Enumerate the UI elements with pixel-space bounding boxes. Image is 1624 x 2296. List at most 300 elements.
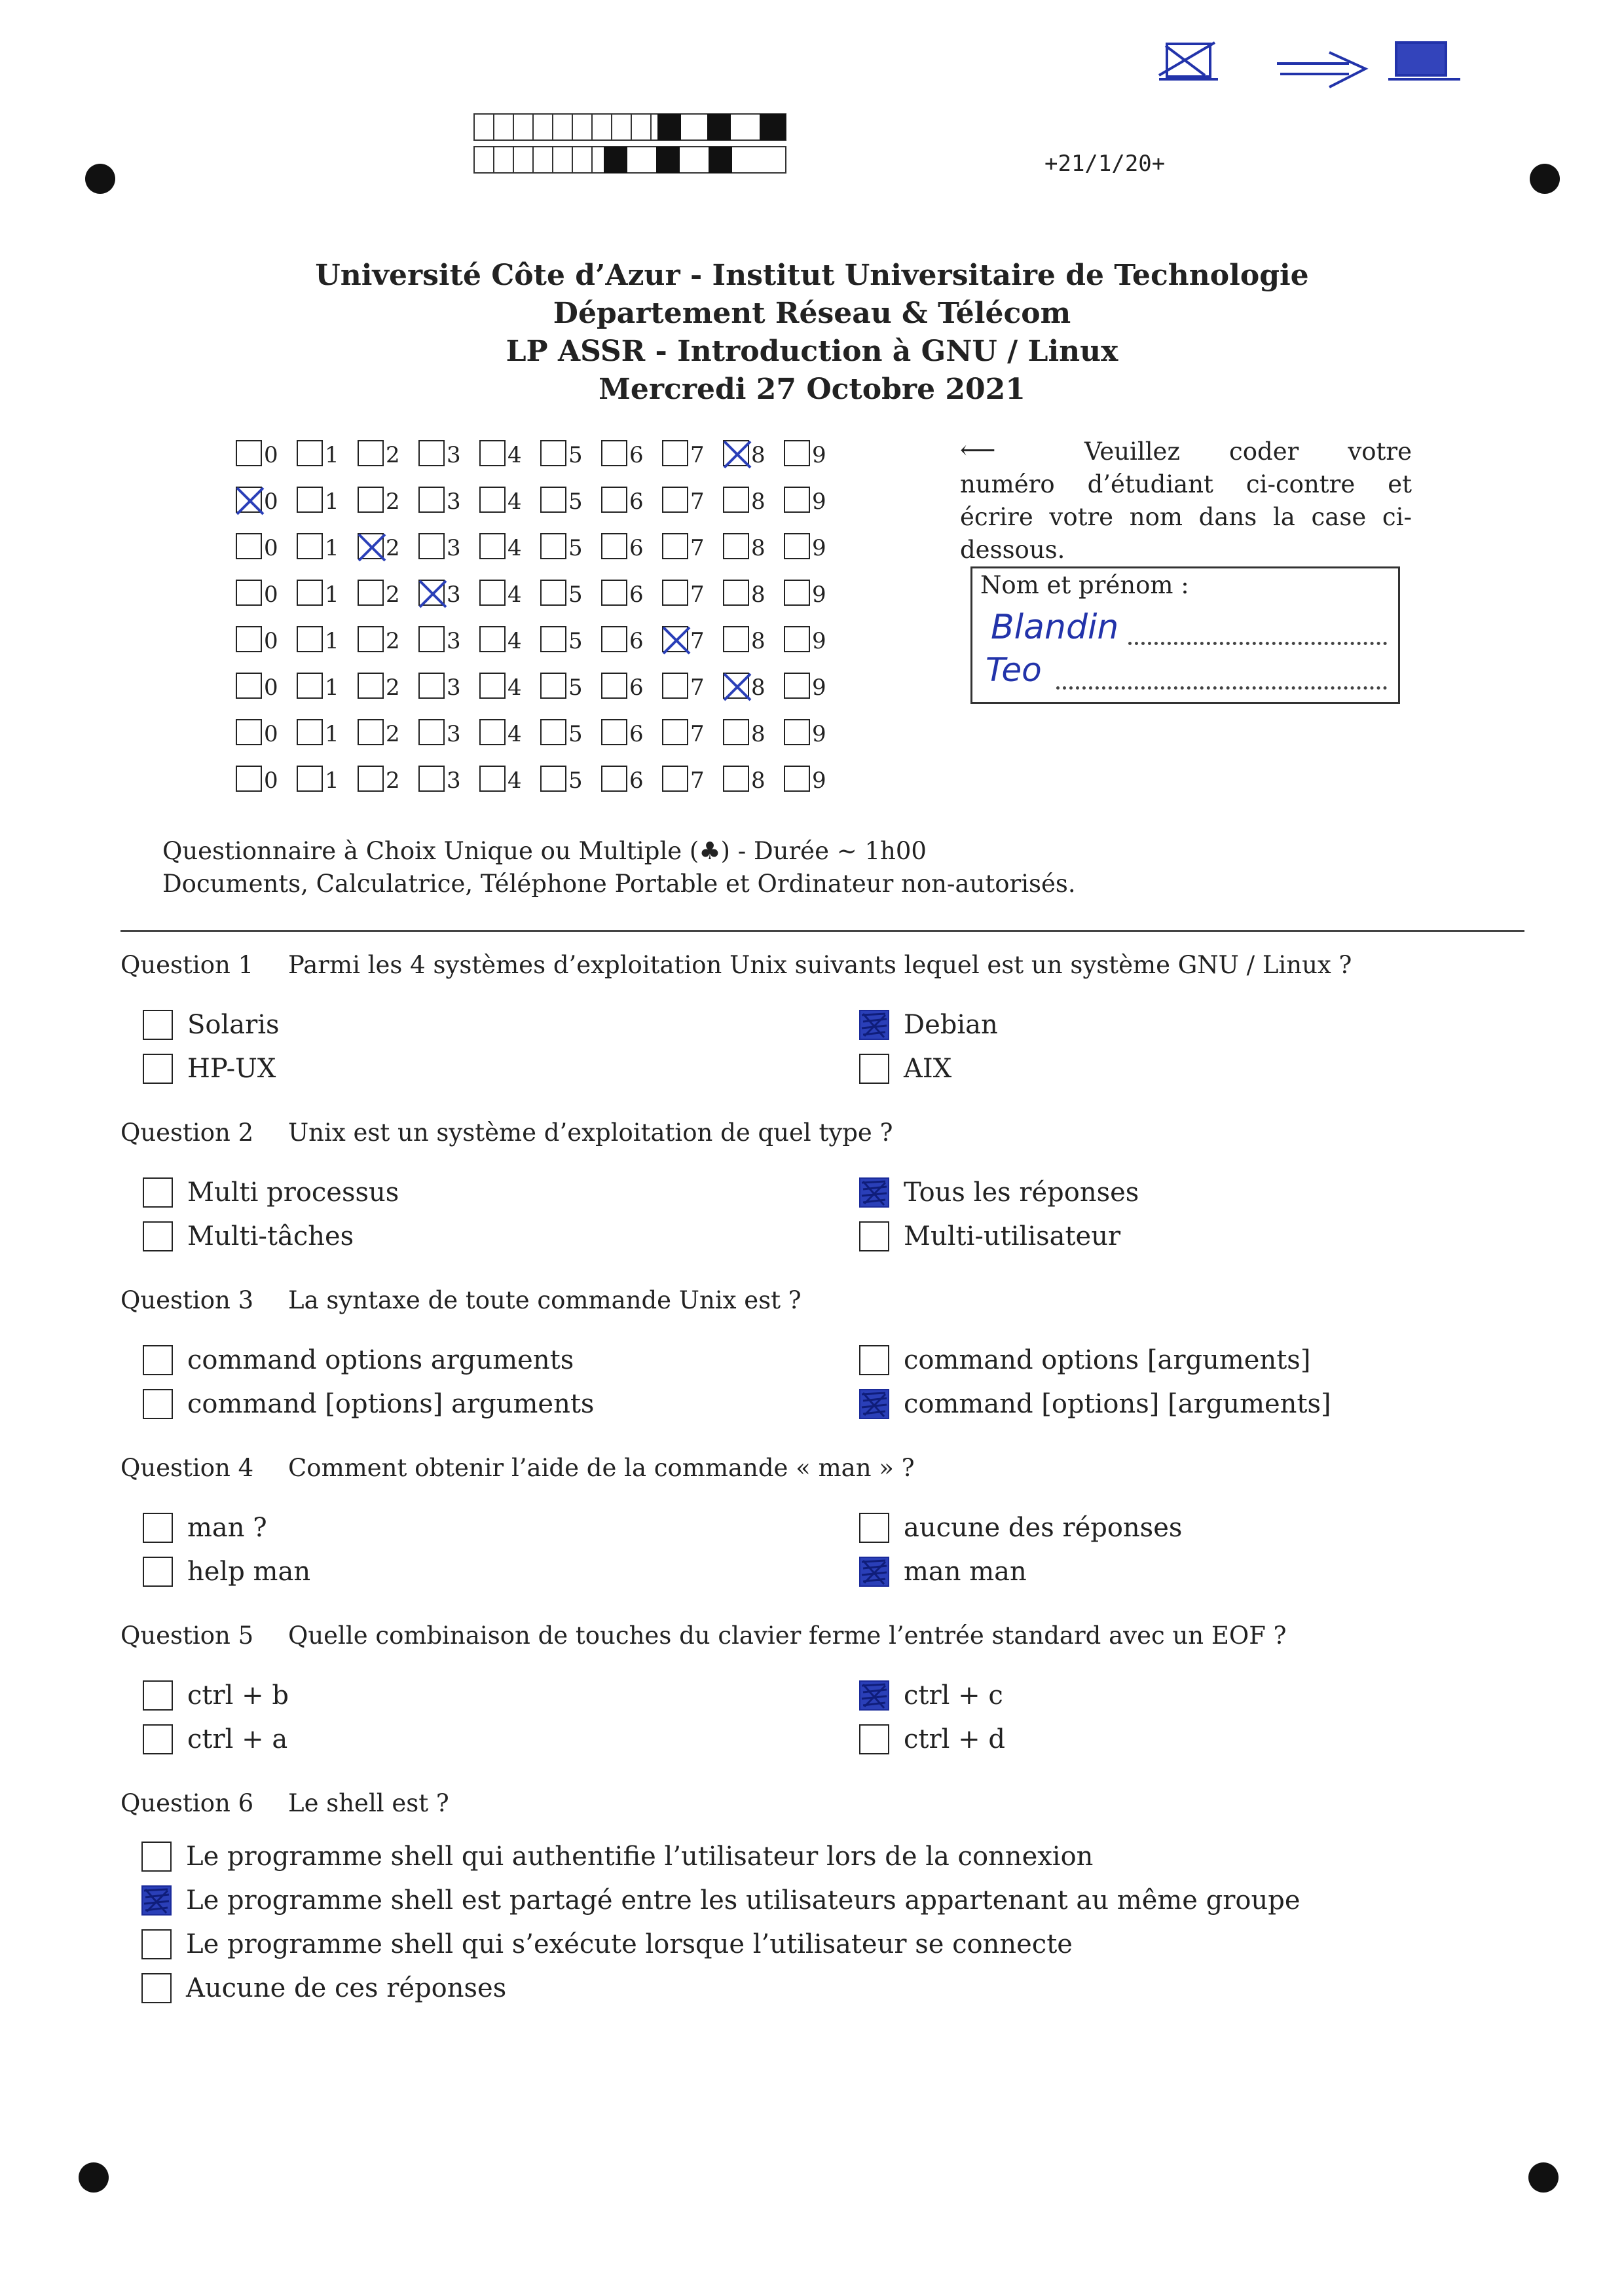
checkbox[interactable] <box>479 673 506 699</box>
checkbox[interactable] <box>601 487 627 513</box>
dotted-line-2 <box>1056 686 1387 690</box>
legend-cross-to-fill-drawing <box>1153 36 1480 95</box>
checkbox[interactable] <box>143 1010 173 1040</box>
checkbox[interactable] <box>784 673 810 699</box>
question-label: Question 4 <box>120 1454 254 1482</box>
digit-label: 0 <box>264 675 278 701</box>
question-label: Question 3 <box>120 1286 254 1314</box>
digit-label: 5 <box>568 768 583 794</box>
answer-option[interactable] <box>141 1973 506 2003</box>
student-id-cell[interactable] <box>479 480 540 513</box>
checkbox[interactable] <box>479 440 506 466</box>
checkbox[interactable] <box>141 1973 172 2003</box>
answer-option[interactable] <box>143 1557 310 1587</box>
checkbox[interactable] <box>479 626 506 652</box>
checkbox[interactable] <box>859 1513 889 1543</box>
student-id-cell[interactable] <box>540 434 601 466</box>
department-title: Département Réseau & Télécom <box>553 297 1071 330</box>
checkbox[interactable] <box>662 673 688 699</box>
checkbox-filled[interactable] <box>859 1680 889 1711</box>
exam-date: Mercredi 27 Octobre 2021 <box>599 373 1025 406</box>
registration-dot-top-left <box>85 164 115 194</box>
checkbox[interactable] <box>418 719 445 745</box>
checkbox[interactable] <box>723 719 749 745</box>
checkbox[interactable] <box>723 580 749 606</box>
student-id-cell[interactable] <box>540 527 601 559</box>
checkbox[interactable] <box>418 673 445 699</box>
checkbox[interactable] <box>479 533 506 559</box>
answer-option[interactable] <box>859 1221 1120 1251</box>
question-text: Comment obtenir l’aide de la commande « man » ? <box>288 1454 915 1482</box>
answer-option[interactable] <box>859 1724 1005 1754</box>
digit-label: 4 <box>507 535 522 561</box>
option-label: help man <box>187 1557 311 1587</box>
option-label: command options [arguments] <box>904 1345 1311 1375</box>
student-id-cell[interactable] <box>662 573 723 606</box>
checkbox[interactable] <box>859 1221 889 1251</box>
checkbox-filled[interactable] <box>859 1177 889 1208</box>
option-label: command [options] arguments <box>187 1389 595 1419</box>
option-label: Aucune de ces réponses <box>186 1973 507 2003</box>
registration-dot-bottom-left <box>79 2162 109 2193</box>
option-label: Le programme shell est partagé entre les utilisateurs appartenant au même groupe <box>186 1885 1301 1916</box>
checkbox[interactable] <box>143 1389 173 1419</box>
checkbox-crossed[interactable] <box>358 533 384 559</box>
student-id-cell[interactable] <box>601 713 662 745</box>
digit-label: 1 <box>325 582 339 608</box>
student-id-cell[interactable] <box>784 480 845 513</box>
question-label: Question 5 <box>120 1621 254 1650</box>
checkbox[interactable] <box>297 766 323 792</box>
digit-label: 9 <box>812 442 826 468</box>
checkbox[interactable] <box>479 580 506 606</box>
student-id-cell[interactable] <box>784 759 845 792</box>
digit-label: 9 <box>812 582 826 608</box>
option-label: ctrl + d <box>904 1724 1005 1754</box>
checkbox[interactable] <box>662 719 688 745</box>
digit-label: 0 <box>264 442 278 468</box>
student-id-cell[interactable] <box>723 620 784 652</box>
student-id-cell[interactable] <box>358 666 418 699</box>
student-id-cell[interactable] <box>418 527 479 559</box>
digit-label: 3 <box>447 582 461 608</box>
student-id-cell[interactable] <box>723 480 784 513</box>
checkbox[interactable] <box>143 1557 173 1587</box>
student-id-cell[interactable] <box>479 573 540 606</box>
student-id-cell[interactable] <box>723 527 784 559</box>
exam-format: Questionnaire à Choix Unique ou Multiple (♣) - Durée ∼ 1h00 <box>162 837 927 865</box>
checkbox[interactable] <box>601 766 627 792</box>
digit-label: 4 <box>507 768 522 794</box>
answer-option[interactable] <box>859 1389 1331 1419</box>
checkbox-filled[interactable] <box>859 1010 889 1040</box>
answer-option[interactable] <box>143 1345 574 1375</box>
answer-option[interactable] <box>143 1010 280 1040</box>
checkbox[interactable] <box>358 719 384 745</box>
checkbox-crossed[interactable] <box>723 673 749 699</box>
digit-label: 7 <box>690 535 705 561</box>
checkbox[interactable] <box>418 533 445 559</box>
student-id-cell[interactable] <box>418 434 479 466</box>
option-label: ctrl + a <box>187 1724 288 1754</box>
student-id-cell[interactable] <box>723 434 784 466</box>
checkbox[interactable] <box>859 1054 889 1084</box>
checkbox[interactable] <box>540 719 566 745</box>
student-id-cell[interactable] <box>784 713 845 745</box>
checkbox[interactable] <box>236 673 262 699</box>
digit-label: 6 <box>629 489 644 515</box>
option-label: command options arguments <box>187 1345 574 1375</box>
student-id-cell[interactable] <box>662 759 723 792</box>
student-id-cell[interactable] <box>236 527 297 559</box>
question-label: Question 6 <box>120 1789 254 1817</box>
checkbox[interactable] <box>418 487 445 513</box>
student-id-cell[interactable] <box>358 527 418 559</box>
student-id-cell[interactable] <box>418 480 479 513</box>
student-id-cell[interactable] <box>662 480 723 513</box>
student-id-cell[interactable] <box>784 666 845 699</box>
digit-label: 3 <box>447 489 461 515</box>
checkbox[interactable] <box>297 626 323 652</box>
digit-label: 9 <box>812 721 826 747</box>
student-id-cell[interactable] <box>479 666 540 699</box>
digit-label: 1 <box>325 442 339 468</box>
checkbox[interactable] <box>479 719 506 745</box>
checkbox-crossed[interactable] <box>236 487 262 513</box>
student-id-cell[interactable] <box>358 573 418 606</box>
checkbox[interactable] <box>601 440 627 466</box>
digit-label: 0 <box>264 768 278 794</box>
student-id-cell[interactable] <box>784 527 845 559</box>
option-label: ctrl + c <box>904 1680 1003 1711</box>
checkbox[interactable] <box>236 766 262 792</box>
checkbox[interactable] <box>236 580 262 606</box>
answer-option[interactable] <box>143 1724 287 1754</box>
student-id-cell[interactable] <box>236 666 297 699</box>
student-id-row <box>236 713 845 745</box>
student-id-cell[interactable] <box>479 527 540 559</box>
checkbox[interactable] <box>479 766 506 792</box>
answer-option[interactable] <box>143 1177 399 1208</box>
checkbox[interactable] <box>358 673 384 699</box>
name-box[interactable] <box>970 566 1400 704</box>
checkbox-filled[interactable] <box>859 1557 889 1587</box>
student-id-row <box>236 620 845 652</box>
checkbox-crossed[interactable] <box>723 440 749 466</box>
student-id-cell[interactable] <box>723 713 784 745</box>
student-id-cell[interactable] <box>236 573 297 606</box>
option-label: Multi-utilisateur <box>904 1221 1121 1251</box>
checkbox[interactable] <box>358 487 384 513</box>
name-box-label: Nom et prénom : <box>980 571 1189 599</box>
digit-label: 2 <box>386 675 400 701</box>
student-id-cell[interactable] <box>723 666 784 699</box>
handwritten-last-name: Blandin <box>991 608 1119 647</box>
student-id-cell[interactable] <box>662 527 723 559</box>
checkbox[interactable] <box>540 626 566 652</box>
checkbox[interactable] <box>540 766 566 792</box>
student-id-cell[interactable] <box>418 713 479 745</box>
checkbox[interactable] <box>662 580 688 606</box>
student-id-cell[interactable] <box>236 713 297 745</box>
handwritten-first-name: Teo <box>986 651 1042 689</box>
scan-barcode <box>473 113 787 176</box>
checkbox[interactable] <box>601 719 627 745</box>
student-id-cell[interactable] <box>418 620 479 652</box>
student-id-cell[interactable] <box>297 480 358 513</box>
checkbox-filled[interactable] <box>141 1885 172 1916</box>
checkbox[interactable] <box>141 1929 172 1959</box>
checkbox[interactable] <box>479 487 506 513</box>
checkbox[interactable] <box>418 440 445 466</box>
checkbox[interactable] <box>784 533 810 559</box>
option-label: Le programme shell qui s’exécute lorsque l’utilisateur se connecte <box>186 1929 1073 1959</box>
digit-label: 6 <box>629 721 644 747</box>
student-id-cell[interactable] <box>297 573 358 606</box>
student-id-row <box>236 480 845 513</box>
checkbox[interactable] <box>662 533 688 559</box>
checkbox-filled[interactable] <box>859 1389 889 1419</box>
digit-label: 9 <box>812 628 826 654</box>
checkbox[interactable] <box>784 440 810 466</box>
checkbox[interactable] <box>297 580 323 606</box>
student-id-cell[interactable] <box>601 759 662 792</box>
checkbox[interactable] <box>540 580 566 606</box>
digit-label: 1 <box>325 675 339 701</box>
student-id-cell[interactable] <box>418 666 479 699</box>
student-id-row <box>236 759 845 792</box>
checkbox[interactable] <box>418 766 445 792</box>
checkbox[interactable] <box>601 673 627 699</box>
checkbox[interactable] <box>784 719 810 745</box>
checkbox[interactable] <box>784 766 810 792</box>
student-id-cell[interactable] <box>662 713 723 745</box>
student-id-cell[interactable] <box>297 620 358 652</box>
checkbox[interactable] <box>141 1842 172 1872</box>
answer-option[interactable] <box>143 1389 594 1419</box>
student-id-cell[interactable] <box>236 480 297 513</box>
student-id-cell[interactable] <box>601 666 662 699</box>
checkbox[interactable] <box>143 1724 173 1754</box>
checkbox[interactable] <box>236 440 262 466</box>
student-id-row <box>236 573 845 606</box>
answer-option[interactable] <box>859 1054 951 1084</box>
digit-label: 2 <box>386 489 400 515</box>
checkbox[interactable] <box>784 487 810 513</box>
student-id-cell[interactable] <box>601 434 662 466</box>
digit-label: 7 <box>690 768 705 794</box>
digit-label: 4 <box>507 628 522 654</box>
checkbox[interactable] <box>143 1345 173 1375</box>
checkbox[interactable] <box>418 626 445 652</box>
digit-label: 7 <box>690 628 705 654</box>
digit-label: 9 <box>812 675 826 701</box>
student-id-cell[interactable] <box>723 573 784 606</box>
student-id-cell[interactable] <box>784 573 845 606</box>
checkbox[interactable] <box>723 487 749 513</box>
student-id-cell[interactable] <box>236 620 297 652</box>
student-id-cell[interactable] <box>358 434 418 466</box>
student-id-cell[interactable] <box>601 573 662 606</box>
checkbox[interactable] <box>601 533 627 559</box>
student-id-cell[interactable] <box>479 620 540 652</box>
checkbox[interactable] <box>784 580 810 606</box>
checkbox[interactable] <box>143 1054 173 1084</box>
sheet-code: +21/1/20+ <box>1044 151 1166 177</box>
checkbox[interactable] <box>358 580 384 606</box>
student-id-cell[interactable] <box>601 527 662 559</box>
student-id-cell[interactable] <box>479 713 540 745</box>
digit-label: 9 <box>812 535 826 561</box>
student-id-cell[interactable] <box>784 434 845 466</box>
option-label: Solaris <box>187 1010 280 1040</box>
student-id-cell[interactable] <box>297 527 358 559</box>
answer-option[interactable] <box>143 1680 289 1711</box>
answer-option[interactable] <box>141 1885 1301 1916</box>
student-id-cell[interactable] <box>662 434 723 466</box>
checkbox[interactable] <box>358 440 384 466</box>
student-id-cell[interactable] <box>297 666 358 699</box>
digit-label: 3 <box>447 628 461 654</box>
checkbox[interactable] <box>236 719 262 745</box>
student-id-cell[interactable] <box>358 620 418 652</box>
digit-label: 2 <box>386 768 400 794</box>
checkbox[interactable] <box>540 533 566 559</box>
student-id-row <box>236 527 845 559</box>
answer-option[interactable] <box>859 1513 1182 1543</box>
checkbox[interactable] <box>297 673 323 699</box>
student-id-cell[interactable] <box>723 759 784 792</box>
checkbox[interactable] <box>540 487 566 513</box>
question-text: La syntaxe de toute commande Unix est ? <box>288 1286 802 1314</box>
checkbox[interactable] <box>297 533 323 559</box>
option-label: Tous les réponses <box>904 1177 1139 1208</box>
student-id-cell[interactable] <box>601 480 662 513</box>
checkbox[interactable] <box>143 1513 173 1543</box>
checkbox[interactable] <box>540 440 566 466</box>
checkbox[interactable] <box>297 440 323 466</box>
digit-label: 0 <box>264 628 278 654</box>
student-id-cell[interactable] <box>297 713 358 745</box>
student-id-cell[interactable] <box>297 759 358 792</box>
checkbox[interactable] <box>358 626 384 652</box>
digit-label: 3 <box>447 535 461 561</box>
student-id-cell[interactable] <box>540 573 601 606</box>
student-id-cell[interactable] <box>601 620 662 652</box>
answer-option[interactable] <box>859 1177 1139 1208</box>
digit-label: 1 <box>325 489 339 515</box>
digit-label: 0 <box>264 489 278 515</box>
separator-rule <box>120 930 1524 932</box>
student-id-cell[interactable] <box>540 713 601 745</box>
answer-option[interactable] <box>141 1842 1093 1872</box>
checkbox[interactable] <box>297 487 323 513</box>
checkbox-crossed[interactable] <box>418 580 445 606</box>
checkbox[interactable] <box>723 533 749 559</box>
digit-label: 5 <box>568 535 583 561</box>
checkbox[interactable] <box>236 533 262 559</box>
digit-label: 8 <box>751 768 766 794</box>
student-id-cell[interactable] <box>662 620 723 652</box>
digit-label: 2 <box>386 582 400 608</box>
checkbox[interactable] <box>540 673 566 699</box>
digit-label: 5 <box>568 582 583 608</box>
student-id-cell[interactable] <box>540 480 601 513</box>
id-instructions-arrow: ⟵ <box>960 435 996 464</box>
student-id-row <box>236 666 845 699</box>
student-id-cell[interactable] <box>662 666 723 699</box>
answer-option[interactable] <box>143 1513 267 1543</box>
registration-dot-bottom-right <box>1528 2162 1559 2193</box>
student-id-cell[interactable] <box>358 480 418 513</box>
answer-option[interactable] <box>859 1010 998 1040</box>
answer-option[interactable] <box>143 1054 276 1084</box>
checkbox-crossed[interactable] <box>662 626 688 652</box>
id-instructions: Veuillez coder votre numéro d’étudiant ci-contre et écrire votre nom dans la case ci-dessous. <box>960 437 1412 564</box>
checkbox[interactable] <box>723 766 749 792</box>
student-id-cell[interactable] <box>236 434 297 466</box>
answer-option[interactable] <box>859 1557 1027 1587</box>
digit-label: 7 <box>690 675 705 701</box>
answer-option[interactable] <box>859 1680 1003 1711</box>
digit-label: 1 <box>325 768 339 794</box>
digit-label: 5 <box>568 489 583 515</box>
student-id-cell[interactable] <box>358 713 418 745</box>
checkbox[interactable] <box>662 487 688 513</box>
checkbox[interactable] <box>143 1177 173 1208</box>
student-id-cell[interactable] <box>540 666 601 699</box>
checkbox[interactable] <box>784 626 810 652</box>
checkbox[interactable] <box>143 1680 173 1711</box>
student-id-cell[interactable] <box>418 573 479 606</box>
checkbox[interactable] <box>601 580 627 606</box>
checkbox[interactable] <box>662 766 688 792</box>
digit-label: 2 <box>386 721 400 747</box>
student-id-cell[interactable] <box>479 759 540 792</box>
option-label: man ? <box>187 1513 267 1543</box>
checkbox[interactable] <box>723 626 749 652</box>
digit-label: 3 <box>447 675 461 701</box>
answer-option[interactable] <box>859 1345 1310 1375</box>
answer-option[interactable] <box>143 1221 354 1251</box>
checkbox[interactable] <box>859 1724 889 1754</box>
student-id-cell[interactable] <box>297 434 358 466</box>
checkbox[interactable] <box>859 1345 889 1375</box>
student-id-cell[interactable] <box>236 759 297 792</box>
student-id-cell[interactable] <box>540 620 601 652</box>
checkbox[interactable] <box>143 1221 173 1251</box>
option-label: man man <box>904 1557 1027 1587</box>
checkbox[interactable] <box>358 766 384 792</box>
student-id-cell[interactable] <box>540 759 601 792</box>
student-id-cell[interactable] <box>358 759 418 792</box>
digit-label: 0 <box>264 535 278 561</box>
option-label: Multi processus <box>187 1177 399 1208</box>
checkbox[interactable] <box>601 626 627 652</box>
digit-label: 7 <box>690 489 705 515</box>
digit-label: 2 <box>386 628 400 654</box>
student-id-cell[interactable] <box>784 620 845 652</box>
option-label: Multi-tâches <box>187 1221 354 1251</box>
checkbox[interactable] <box>662 440 688 466</box>
student-id-cell[interactable] <box>418 759 479 792</box>
digit-label: 5 <box>568 442 583 468</box>
question-label: Question 1 <box>120 951 254 979</box>
student-id-cell[interactable] <box>479 434 540 466</box>
checkbox[interactable] <box>297 719 323 745</box>
answer-option[interactable] <box>141 1929 1073 1959</box>
checkbox[interactable] <box>236 626 262 652</box>
